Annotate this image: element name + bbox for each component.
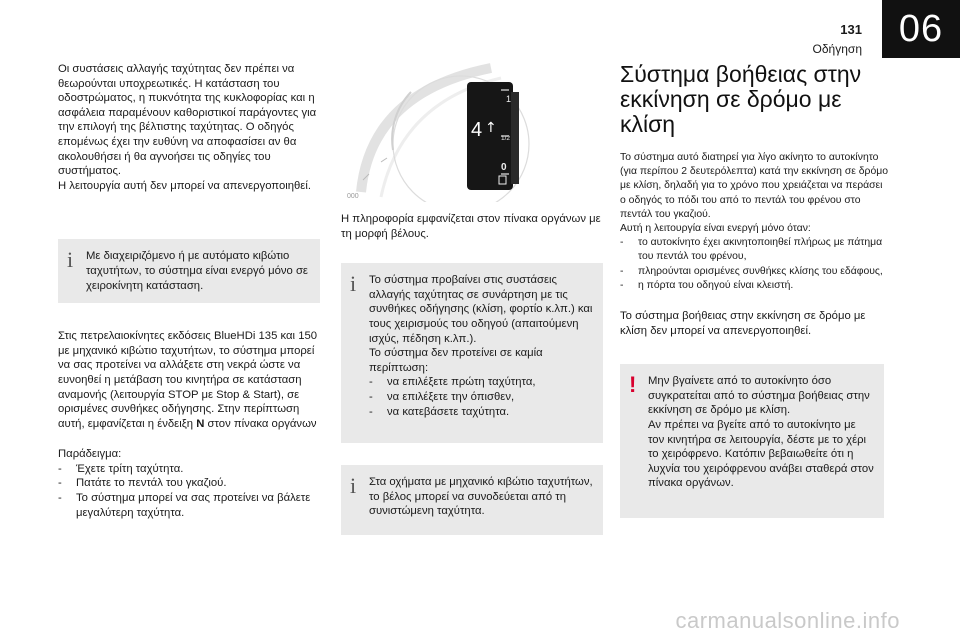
list-item: - πληρούνται ορισμένες συνθήκες κλίσης του εδάφους, [620, 265, 888, 279]
list-item: - Έχετε τρίτη ταχύτητα. [58, 462, 320, 477]
never-suggests-list [369, 375, 593, 419]
list-item: - να επιλέξετε την όπισθεν, [369, 390, 593, 405]
info-note-manual [341, 465, 603, 535]
fuel-half-tick: 1/2 [501, 135, 511, 142]
neutral-indicator-letter: N [196, 417, 205, 430]
example-list [58, 462, 320, 520]
active-conditions-list [620, 236, 888, 293]
never-suggests-text: Το σύστημα δεν προτείνει σε καμία περίπτωση: [369, 347, 543, 374]
watermark: carmanualsonline.info [675, 608, 900, 633]
list-item: - το αυτοκίνητο έχει ακινητοποιηθεί πλήρως με πάτημα του πεντάλ του φρένου, [620, 236, 888, 264]
section-name: Οδήγηση [812, 42, 862, 56]
fuel-empty-tick: 0 [501, 162, 507, 173]
warning-icon: ! [629, 372, 637, 398]
info-note-conditions [341, 263, 603, 443]
info-icon: i [350, 271, 357, 297]
page-number: 131 [840, 22, 862, 37]
dashboard-gauge-drawing [341, 62, 603, 202]
odometer-reading: 000 [347, 193, 359, 200]
conditions-text: Το σύστημα προβαίνει στις συστάσεις αλλαγής ταχύτητας σε συνάρτηση με τις συνθήκες οδήγησης (κλίση, φορτίο κ.λπ.) και τους χειρισμούς του οδηγού (απαιτούμενη ισχύς, πέδηση κ.λπ.). [369, 274, 593, 345]
arrow-caption: Η πληροφορία εμφανίζεται στον πίνακα οργάνων με τη μορφή βέλους. [341, 213, 601, 240]
cannot-disable-paragraph: Η λειτουργία αυτή δεν μπορεί να απενεργοποιηθεί. [58, 179, 311, 192]
column-middle [341, 62, 603, 535]
list-item: - Πατάτε το πεντάλ του γκαζιού. [58, 476, 320, 491]
example-title: Παράδειγμα: [58, 448, 122, 461]
chapter-tab: 06 [882, 0, 960, 58]
warning-text-1: Μην βγαίνετε από το αυτοκίνητο όσο συγκρατείται από το σύστημα βοήθειας στην εκκίνηση σε δρόμο με κλίση. [648, 375, 870, 417]
hill-start-cannot-disable: Το σύστημα βοήθειας στην εκκίνηση σε δρόμο με κλίση δεν μπορεί να απενεργοποιηθεί. [620, 310, 866, 337]
info-icon: i [67, 247, 74, 273]
manual-gearbox-text: Στα οχήματα με μηχανικό κιβώτιο ταχυτήτων, το βέλος μπορεί να συνοδεύεται από τη συνιστώμενη ταχύτητα. [369, 476, 593, 518]
column-left [58, 62, 320, 520]
hill-start-title: Σύστημα βοήθειας στην εκκίνηση σε δρόμο με κλίση [620, 61, 862, 137]
list-item: - να επιλέξετε πρώτη ταχύτητα, [369, 375, 593, 390]
warning-text-2: Αν πρέπει να βγείτε από το αυτοκίνητο με τον κινητήρα σε λειτουργία, δέστε με το χέρι το χειρόφρενο. Κατόπιν βεβαιωθείτε ότι η λυχνία του χειρόφρενου ανάβει σταθερά στον πίνακα οργάνων. [648, 419, 874, 490]
fuel-full-tick: 1 [506, 94, 512, 104]
instrument-panel-illustration [341, 62, 603, 202]
warning-note [620, 364, 884, 518]
column-right [620, 62, 888, 518]
list-item: - η πόρτα του οδηγού είναι κλειστή. [620, 279, 888, 293]
info-note-text: Με διαχειριζόμενο ή με αυτόματο κιβώτιο ταχυτήτων, το σύστημα είναι ενεργό μόνο σε χειροκίνητη κατάσταση. [86, 250, 308, 292]
shift-up-arrow-icon: ↑ [485, 120, 497, 136]
gear-advice-paragraph: Οι συστάσεις αλλαγής ταχύτητας δεν πρέπει να θεωρούνται υποχρεωτικές. Η κατάσταση του οδοστρώματος, η πυκνότητα της κυκλοφορίας και η ασφάλεια παραμένουν καθοριστικοί παράγοντες για την επιλογή της βέλτιστης ταχύτητας. Ο οδηγός επομένως έχει την ευθύνη να αποφασίσει αν θα ακολουθήσει ή θα αγνοήσει τις οδηγίες του συστήματος. [58, 63, 317, 178]
info-icon: i [350, 473, 357, 499]
gear-current: 4 [471, 119, 483, 141]
list-item: - να κατεβάσετε ταχύτητα. [369, 405, 593, 420]
active-conditions-intro: Αυτή η λειτουργία είναι ενεργή μόνο όταν: [620, 223, 811, 235]
info-note-automatic [58, 239, 320, 303]
list-item: - Το σύστημα μπορεί να σας προτείνει να βάλετε μεγαλύτερη ταχύτητα. [58, 491, 320, 520]
bluehdi-paragraph: Στις πετρελαιοκίνητες εκδόσεις BlueHDi 135 και 150 με μηχανικό κιβώτιο ταχυτήτων, το σύστημα μπορεί να σας προτείνει να αλλάξετε στη νεκρά ώστε να ευνοηθεί η μετάβαση του κινητήρα σε κατάσταση αναμονής (λειτουργία STOP με Stop & Start), σε ορισμένες συνθήκες οδήγησης. Στην περίπτωση αυτή, εμφανίζεται η ένδειξη N στον πίνακα οργάνων [58, 330, 318, 430]
hill-start-description: Το σύστημα αυτό διατηρεί για λίγο ακίνητο το αυτοκίνητο (για περίπου 2 δευτερόλεπτα) κατά την εκκίνηση σε δρόμο με κλίση, δηλαδή για το χρόνο που χρειάζεται να περάσει ο οδηγός το πόδι του από το πεντάλ του φρένου στο πεντάλ του γκαζιού. [620, 152, 888, 220]
